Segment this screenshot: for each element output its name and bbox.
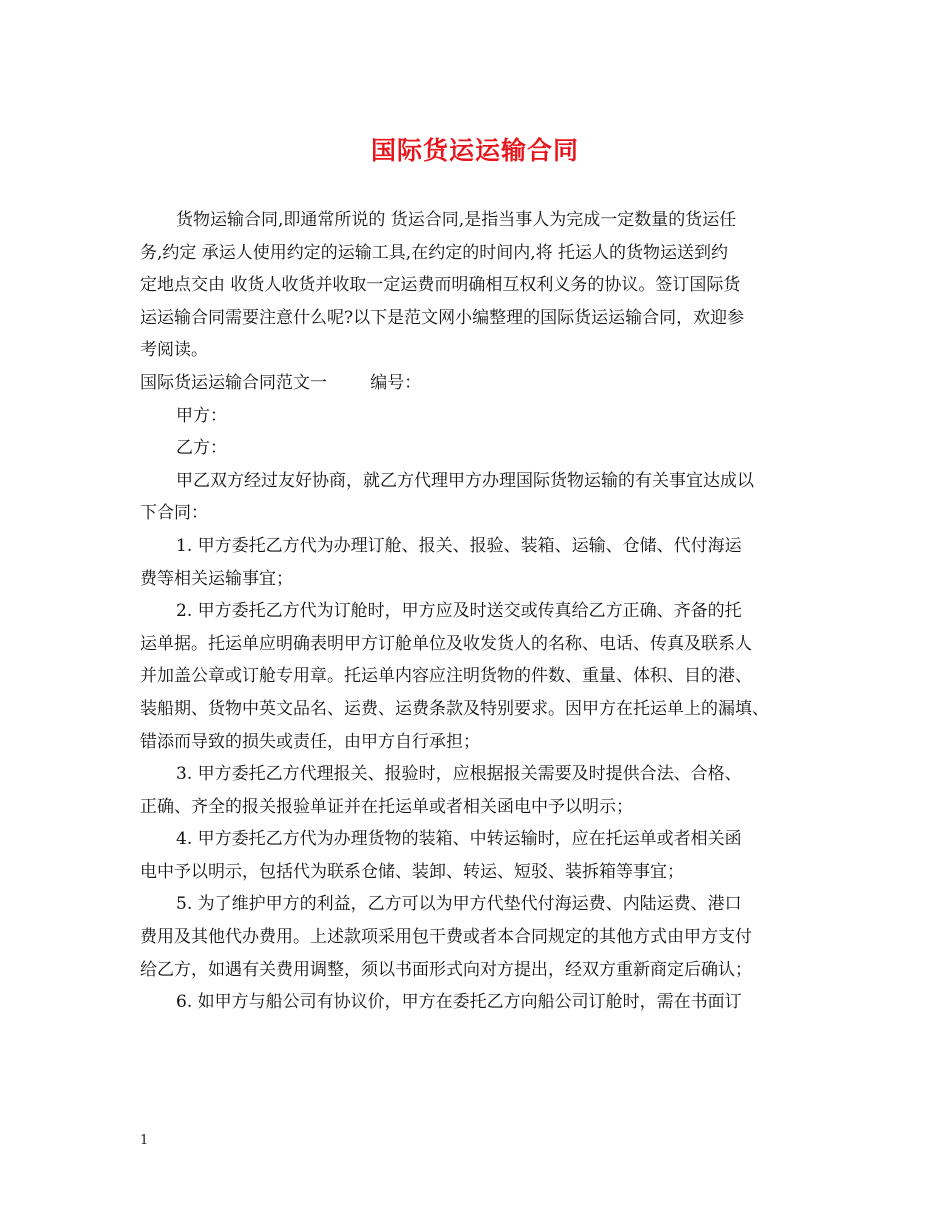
intro-line: 货物运输合同,即通常所说的 货运合同,是指当事人为完成一定数量的货运任: [176, 210, 737, 230]
intro-line: 考阅读。: [140, 340, 208, 361]
party-b-line: [140, 432, 830, 465]
clause-line: 3. 甲方委托乙方代理报关、报验时，应根据报关需要及时提供合法、合格、: [176, 764, 742, 785]
clause-1: [140, 530, 830, 595]
intro-line: 运运输合同需要注意什么呢?以下是范文网小编整理的国际货运运输合同，欢迎参: [140, 307, 745, 328]
clause-4: [140, 823, 830, 888]
clause-3: [140, 758, 830, 823]
document-title: 国际货运运输合同: [370, 136, 579, 165]
clause-line: 正确、齐全的报关报验单证并在托运单或者相关函电中予以明示；: [140, 796, 633, 817]
clause-line: 费等相关运输事宜；: [140, 568, 293, 589]
intro-line: 定地点交由 收货人收货并收取一定运费而明确相互权利义务的协议。签订国际货: [140, 275, 741, 296]
clause-5: [140, 888, 830, 986]
clause-line: 费用及其他代办费用。上述款项采用包干费或者本合同规定的其他方式由甲方支付: [140, 927, 752, 948]
preamble-line: 下合同：: [140, 503, 208, 524]
clause-2: [140, 595, 830, 758]
clause-line: 并加盖公章或订舱专用章。托运单内容应注明货物的件数、重量、体积、目的港、: [140, 666, 752, 687]
section-heading-text: 国际货运运输合同范文一 编号：: [140, 372, 422, 393]
clause-line: 错添而导致的损失或责任，由甲方自行承担；: [140, 731, 480, 752]
clause-6: [140, 986, 830, 1019]
clause-line: 1. 甲方委托乙方代为办理订舱、报关、报验、装箱、运输、仓储、代付海运: [176, 535, 742, 556]
page-number: 1: [140, 1133, 149, 1148]
intro-line: 务,约定 承运人使用约定的运输工具,在约定的时间内,将 托运人的货物运送到约: [140, 242, 729, 263]
document-body: [140, 204, 830, 1019]
clause-line: 装船期、货物中英文品名、运费、运费条款及特别要求。因甲方在托运单上的漏填、: [140, 698, 769, 719]
party-b-label: 乙方：: [176, 438, 227, 459]
clause-line: 4. 甲方委托乙方代为办理货物的装箱、中转运输时，应在托运单或者相关函: [176, 829, 742, 850]
intro-paragraph: [140, 204, 830, 367]
party-a-line: [140, 400, 830, 433]
preamble-paragraph: [140, 465, 830, 530]
clause-line: 5. 为了维护甲方的利益，乙方可以为甲方代垫代付海运费、内陆运费、港口: [176, 894, 742, 915]
preamble-line: 甲乙双方经过友好协商，就乙方代理甲方办理国际货物运输的有关事宜达成以: [176, 470, 754, 491]
clause-line: 电中予以明示，包括代为联系仓储、装卸、转运、短驳、装拆箱等事宜；: [140, 861, 684, 882]
clause-line: 6. 如甲方与船公司有协议价，甲方在委托乙方向船公司订舱时，需在书面订: [176, 992, 742, 1013]
clause-line: 2. 甲方委托乙方代为订舱时，甲方应及时送交或传真给乙方正确、齐备的托: [176, 601, 742, 622]
party-a-label: 甲方：: [176, 405, 227, 426]
clause-line: 给乙方，如遇有关费用调整，须以书面形式向对方提出，经双方重新商定后确认；: [140, 959, 752, 980]
clause-line: 运单据。托运单应明确表明甲方订舱单位及收发货人的名称、电话、传真及联系人: [140, 633, 752, 654]
section-heading: [140, 367, 830, 400]
